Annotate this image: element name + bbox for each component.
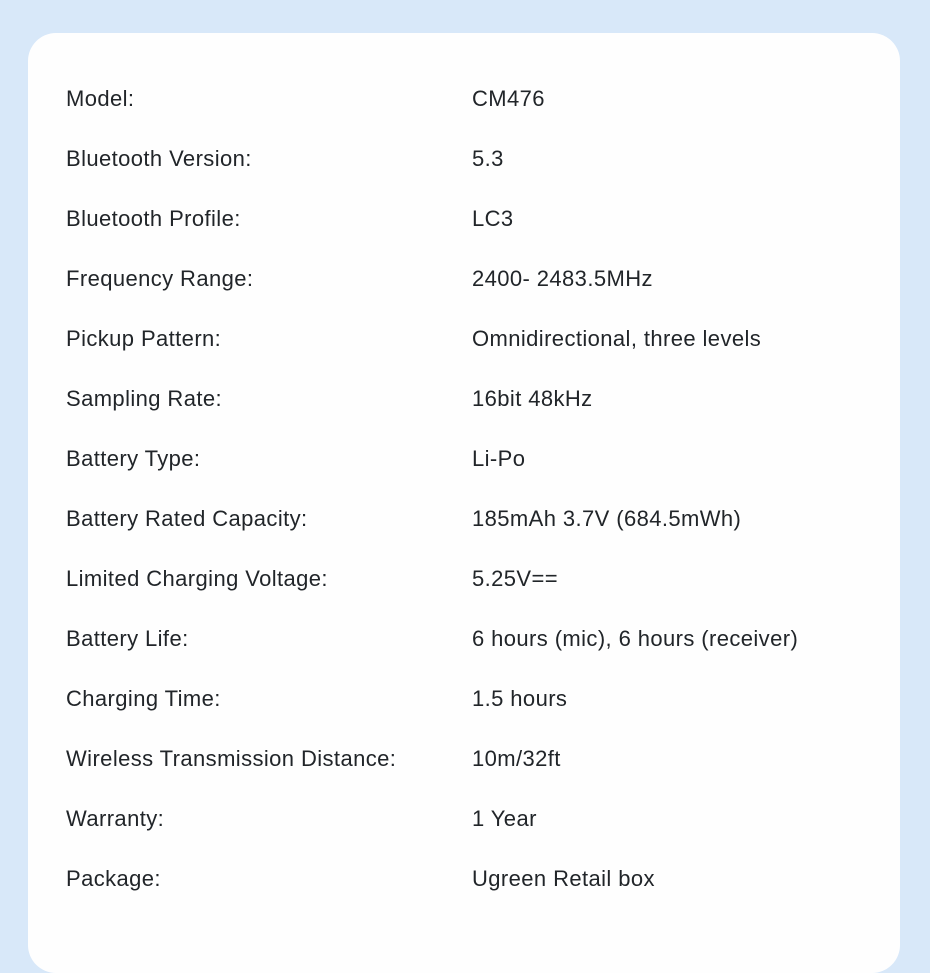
spec-row xyxy=(28,609,900,669)
spec-label: Package: xyxy=(66,866,161,891)
spec-label: Bluetooth Profile: xyxy=(66,206,241,231)
spec-list xyxy=(28,69,900,909)
spec-label: Battery Life: xyxy=(66,626,189,651)
spec-row xyxy=(28,489,900,549)
spec-value: 16bit 48kHz xyxy=(472,386,593,411)
spec-label: Pickup Pattern: xyxy=(66,326,222,351)
spec-value: Li-Po xyxy=(472,446,526,471)
spec-label: Wireless Transmission Distance: xyxy=(66,746,397,771)
spec-label: Bluetooth Version: xyxy=(66,146,252,171)
spec-value: 5.25V== xyxy=(472,566,558,591)
spec-value: 1 Year xyxy=(472,806,537,831)
spec-value: 10m/32ft xyxy=(472,746,561,771)
spec-row xyxy=(28,69,900,129)
spec-value: 5.3 xyxy=(472,146,504,171)
spec-row xyxy=(28,729,900,789)
spec-row xyxy=(28,549,900,609)
spec-label: Model: xyxy=(66,86,135,111)
spec-row xyxy=(28,189,900,249)
spec-value: 1.5 hours xyxy=(472,686,568,711)
spec-value: 185mAh 3.7V (684.5mWh) xyxy=(472,506,742,531)
spec-label: Frequency Range: xyxy=(66,266,254,291)
spec-value: 2400- 2483.5MHz xyxy=(472,266,653,291)
spec-label: Sampling Rate: xyxy=(66,386,223,411)
spec-label: Battery Type: xyxy=(66,446,201,471)
spec-row xyxy=(28,249,900,309)
spec-value: LC3 xyxy=(472,206,514,231)
spec-row xyxy=(28,309,900,369)
spec-label: Limited Charging Voltage: xyxy=(66,566,328,591)
spec-row xyxy=(28,369,900,429)
spec-row xyxy=(28,849,900,909)
spec-value: 6 hours (mic), 6 hours (receiver) xyxy=(472,626,799,651)
spec-row xyxy=(28,789,900,849)
spec-row xyxy=(28,429,900,489)
spec-row xyxy=(28,669,900,729)
spec-label: Warranty: xyxy=(66,806,165,831)
spec-value: CM476 xyxy=(472,86,545,111)
spec-value: Ugreen Retail box xyxy=(472,866,655,891)
spec-card xyxy=(28,33,900,973)
spec-label: Charging Time: xyxy=(66,686,221,711)
spec-row xyxy=(28,129,900,189)
spec-label: Battery Rated Capacity: xyxy=(66,506,308,531)
spec-value: Omnidirectional, three levels xyxy=(472,326,762,351)
